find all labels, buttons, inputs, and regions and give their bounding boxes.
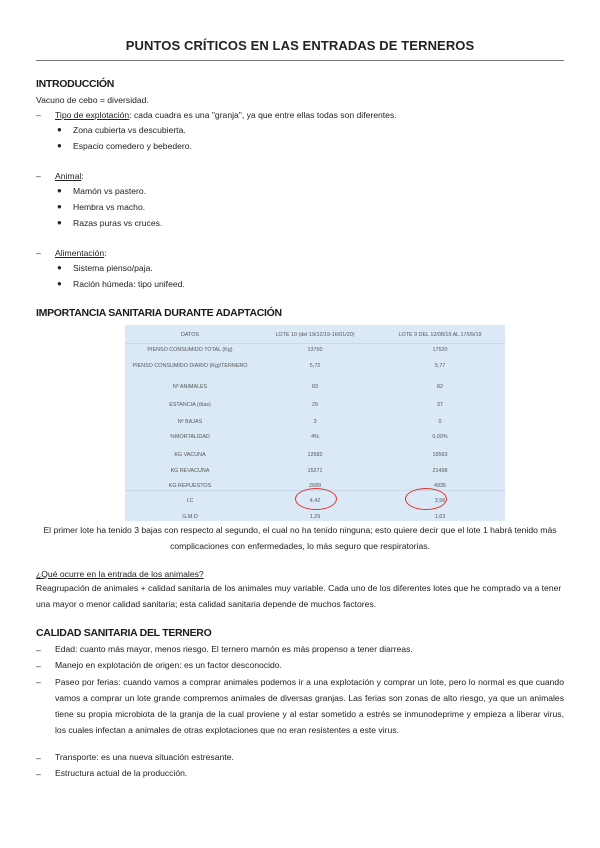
list-item: Mamón vs pastero. — [73, 186, 147, 196]
table-cell: 15271 — [307, 468, 323, 474]
dash-marker: – — [36, 769, 41, 779]
table-cell: 37 — [437, 402, 443, 408]
table-cell: 5,77 — [434, 363, 446, 369]
bullet-icon: ● — [57, 202, 62, 211]
table-cell: 83 — [312, 384, 318, 390]
table-cell: KG REPUESTOS — [168, 483, 212, 489]
list-item: Transporte: es una nueva situación estresante. — [55, 752, 234, 762]
list-item: Razas puras vs cruces. — [73, 218, 163, 228]
table-cell: 16563 — [432, 452, 448, 458]
list-item: Manejo en explotación de origen: es un factor desconocido. — [55, 660, 282, 670]
table-cell: 4935 — [434, 483, 446, 489]
bullet-icon: ● — [57, 141, 62, 150]
table-cell: I.C — [186, 498, 194, 504]
table-divider — [125, 343, 505, 344]
table-cell: 1,29 — [309, 514, 321, 520]
table-header-cell: LOTE 9 DEL 12/08/19 AL 17/09/19 — [398, 332, 482, 338]
lote-comparison-table — [125, 325, 505, 521]
table-cell: 2689 — [309, 483, 321, 489]
question-heading: ¿Qué ocurre en la entrada de los animales? — [36, 569, 204, 579]
highlight-circle — [405, 488, 447, 510]
table-cell: 3,56 — [434, 498, 446, 504]
dash-marker: – — [36, 661, 41, 671]
title-divider — [36, 60, 564, 61]
dash-marker: – — [36, 110, 41, 120]
table-cell: 4,42 — [309, 498, 321, 504]
tipo-explotacion-item — [55, 110, 397, 120]
tipo-explotacion-label: Tipo de explotación — [55, 110, 130, 120]
bullet-icon: ● — [57, 186, 62, 195]
list-item: Ración húmeda: tipo unifeed. — [73, 279, 185, 289]
table-cell: 4% — [311, 434, 319, 440]
dash-marker: – — [36, 248, 41, 258]
dash-marker: – — [36, 677, 41, 687]
list-item: Paseo por ferias: cuando vamos a comprar animales podemos ir a una explotación y comprar un lote, pero lo normal es que cuando vamos a comprar un lote grande compremos animales de diversas granjas. Las ferias son zonas de alto riesgo, ya que un animales tiene su propia microbiota de la granja de la cual proviene y al estar sometido a estrés se inmunodeprime y empieza a liberar virus, los cuales infectan a animales de otras explotaciones que no eran resistentes a este virus. — [55, 677, 564, 735]
highlight-circle — [295, 488, 337, 510]
table-cell: 0,00% — [432, 434, 448, 440]
table-cell: 13760 — [307, 347, 323, 353]
table-cell: %MORTALIDAD — [170, 434, 210, 440]
table-header-cell: LOTE 10 (del 19/12/19-16/01/20) — [275, 332, 355, 338]
section-heading-calidad: CALIDAD SANITARIA DEL TERNERO — [36, 627, 212, 639]
table-cell: 5,72 — [309, 363, 321, 369]
table-cell: Nº ANIMALES — [172, 384, 208, 390]
bullet-icon: ● — [57, 263, 62, 272]
list-item: Edad: cuanto más mayor, menos riesgo. El ternero mamón es más propenso a tener diarreas. — [55, 644, 413, 654]
table-cell: 12582 — [307, 452, 323, 458]
table-caption: El primer lote ha tenido 3 bajas con respecto al segundo, el cual no ha tenido ninguna; esto quiere decir que el lote 1 habrá tenido más complicaciones con enfermedades, lo más seguro que respiratorias. — [43, 525, 557, 551]
alimentacion-label: Alimentación — [55, 248, 105, 258]
list-item: Sistema pienso/paja. — [73, 263, 153, 273]
section-heading-introduccion: INTRODUCCIÓN — [36, 78, 115, 90]
alimentacion-text: : — [104, 248, 107, 258]
table-cell: 29 — [312, 402, 318, 408]
table-cell: PIENSO CONSUMIDO DIARIO (Kg)/TERNERO — [132, 363, 248, 369]
list-item: Hembra vs macho. — [73, 202, 146, 212]
bullet-icon: ● — [57, 125, 62, 134]
animal-item — [55, 171, 84, 181]
animal-label: Animal — [55, 171, 82, 181]
tipo-explotacion-text: : cada cuadra es una "granja", ya que entre ellas todas son diferentes. — [129, 110, 397, 120]
table-cell: 3 — [313, 419, 317, 425]
table-cell: G.M.D — [182, 514, 198, 520]
table-cell: 21498 — [432, 468, 448, 474]
list-item: Espacio comedero y bebedero. — [73, 141, 192, 151]
table-cell: KG VACUNA — [174, 452, 206, 458]
table-cell: 82 — [437, 384, 443, 390]
alimentacion-item — [55, 248, 107, 258]
list-item: Zona cubierta vs descubierta. — [73, 125, 186, 135]
list-item: Estructura actual de la producción. — [55, 768, 188, 778]
table-cell: 1,63 — [434, 514, 446, 520]
dash-marker: – — [36, 753, 41, 763]
table-cell: Nº BAJAS — [177, 419, 203, 425]
question-answer: Reagrupación de animales + calidad sanitaria de los animales muy variable. Cada uno de los diferentes lotes que he comprado va a tener una mayor o menor calidad sanitaria; esta calidad sanitaria depende de muchos factores. — [36, 583, 562, 609]
table-cell: PIENSO CONSUMIDO TOTAL (Kg) — [147, 347, 233, 353]
table-header-cell: DATOS — [180, 332, 200, 338]
page-title: PUNTOS CRÍTICOS EN LAS ENTRADAS DE TERNEROS — [125, 38, 475, 53]
dash-marker: – — [36, 645, 41, 655]
dash-marker: – — [36, 171, 41, 181]
bullet-icon: ● — [57, 279, 62, 288]
table-cell: KG REVACUNA — [170, 468, 210, 474]
bullet-icon: ● — [57, 218, 62, 227]
animal-text: : — [81, 171, 84, 181]
table-cell: 0 — [438, 419, 442, 425]
table-cell: ESTANCIA (días) — [169, 402, 211, 408]
table-cell: 17520 — [432, 347, 448, 353]
intro-line: Vacuno de cebo = diversidad. — [36, 95, 149, 105]
section-heading-importancia: IMPORTANCIA SANITARIA DURANTE ADAPTACIÓN — [36, 307, 282, 319]
